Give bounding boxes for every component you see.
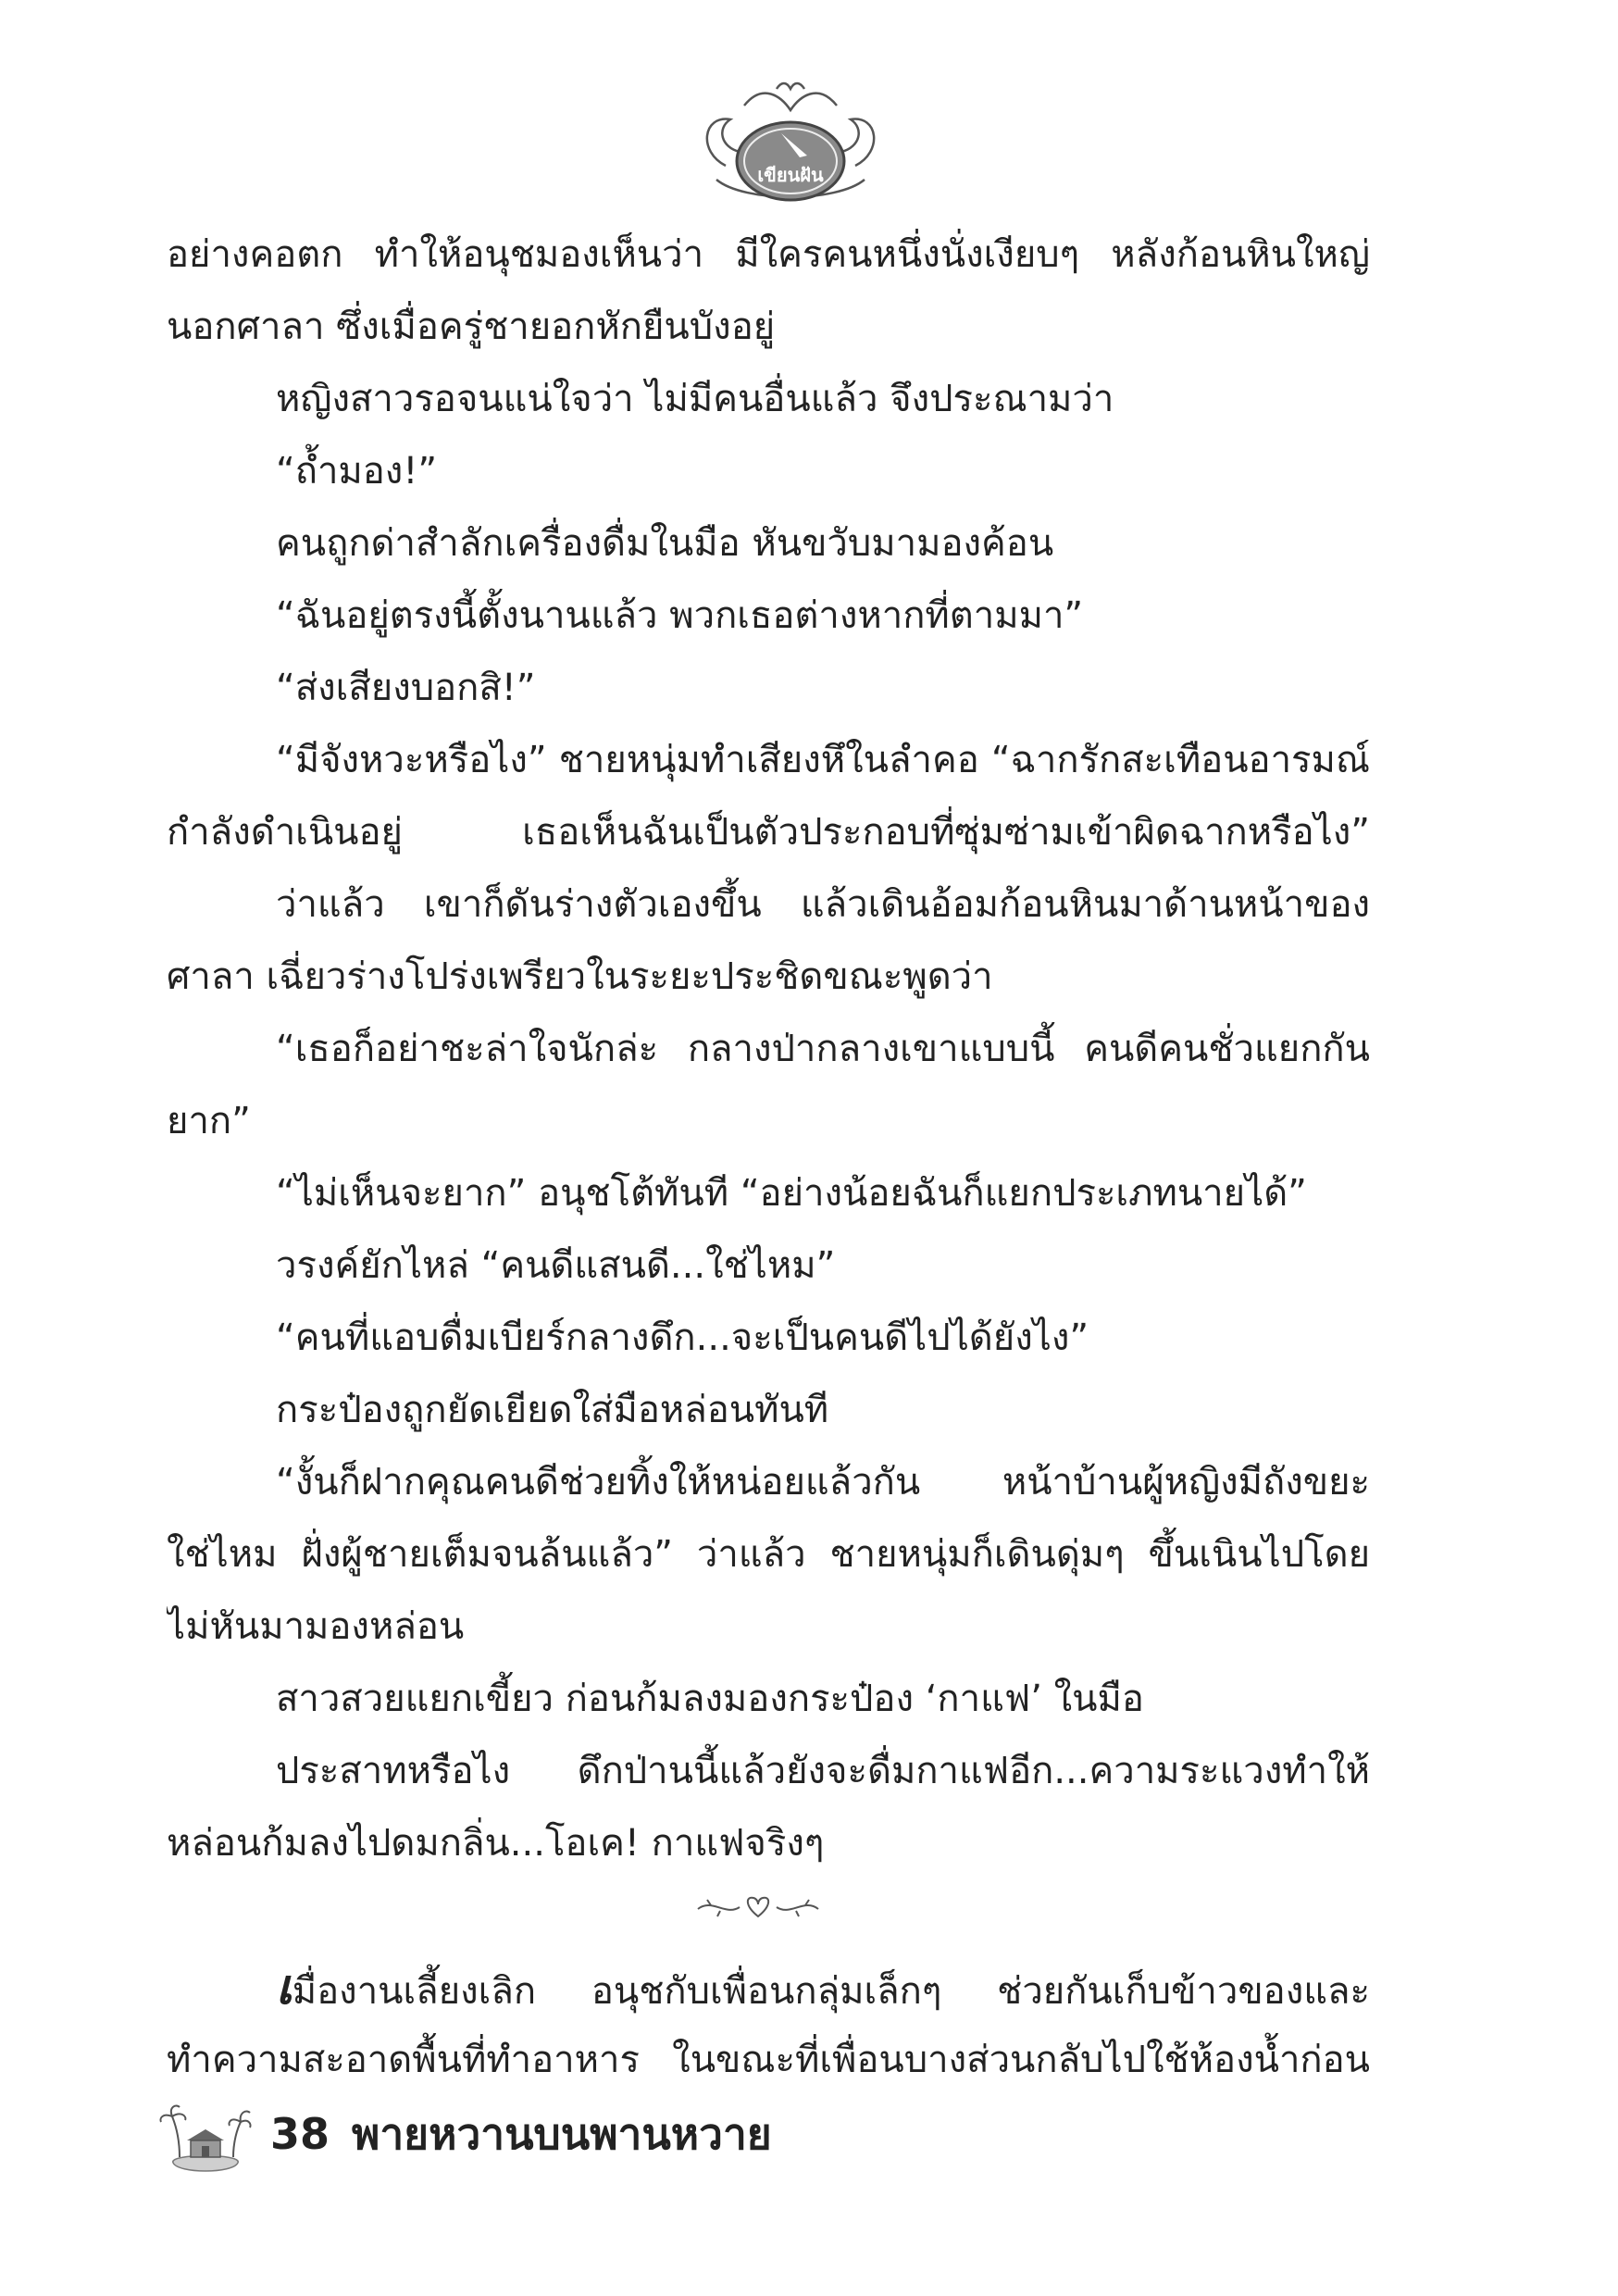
text-line: “คนที่แอบดื่มเบียร์กลางดึก...จะเป็นคนดีไปได้ยังไง”: [276, 1316, 1089, 1359]
island-house-icon: [159, 2098, 252, 2181]
text-line: คนถูกด่าสำลักเครื่องดื่มในมือ หันขวับมามองค้อน: [276, 522, 1054, 565]
text-line: ใช่ไหม ฝั่งผู้ชายเต็มจนล้นแล้ว” ว่าแล้ว ชายหนุ่มก็เดินดุ่มๆ ขึ้นเนินไปโดย: [167, 1533, 1370, 1576]
text-line: สาวสวยแยกเขี้ยว ก่อนก้มลงมองกระป๋อง ‘กาแฟ’ ในมือ: [276, 1678, 1144, 1720]
text-line: ยาก”: [167, 1100, 251, 1142]
drop-cap: เ: [276, 1960, 292, 2015]
text-line-rest: มื่องานเลี้ยงเลิก อนุชกับเพื่อนกลุ่มเล็กๆ ช่วยกันเก็บข้าวของและ: [292, 1970, 1370, 2013]
text-line: ประสาทหรือไง ดึกป่านนี้แล้วยังจะดื่มกาแฟอีก...ความระแวงทำให้: [276, 1750, 1370, 1792]
text-line: นอกศาลา ซึ่งเมื่อครู่ชายอกหักยืนบังอยู่: [167, 306, 776, 348]
text-line: “ส่งเสียงบอกสิ!”: [276, 667, 536, 709]
text-line: กำลังดำเนินอยู่ เธอเห็นฉันเป็นตัวประกอบที่ซุ่มซ่ามเข้าผิดฉากหรือไง”: [167, 811, 1370, 854]
text-line: [167, 1952, 1370, 2024]
text-line: หญิงสาวรอจนแน่ใจว่า ไม่มีคนอื่นแล้ว จึงประณามว่า: [276, 378, 1114, 420]
body-text: [167, 218, 1370, 1879]
page-number: 38: [270, 2109, 330, 2159]
publisher-logo: [689, 78, 892, 217]
text-line: “ไม่เห็นจะยาก” อนุชโต้ทันที “อย่างน้อยฉันก็แยกประเภทนายได้”: [276, 1172, 1307, 1215]
text-line: อย่างคอตก ทำให้อนุชมองเห็นว่า มีใครคนหนึ่งนั่งเงียบๆ หลังก้อนหินใหญ่: [167, 233, 1370, 276]
page-footer: [270, 2102, 794, 2166]
text-line: ไม่หันมามองหล่อน: [167, 1605, 465, 1648]
text-line: “เธอก็อย่าชะล่าใจนักล่ะ กลางป่ากลางเขาแบบนี้ คนดีคนชั่วแยกกัน: [276, 1028, 1370, 1070]
text-line: ว่าแล้ว เขาก็ดันร่างตัวเองขึ้น แล้วเดินอ้อมก้อนหินมาด้านหน้าของ: [276, 883, 1370, 926]
text-line: “ถ้ำมอง!”: [276, 450, 438, 493]
text-line: ทำความสะอาดพื้นที่ทำอาหาร ในขณะที่เพื่อนบางส่วนกลับไปใช้ห้องน้ำก่อน: [167, 2039, 1370, 2081]
book-title: พายหวานบนพานหวาย: [352, 2109, 772, 2159]
text-line: “ฉันอยู่ตรงนี้ตั้งนานแล้ว พวกเธอต่างหากที่ตามมา”: [276, 594, 1084, 637]
scene-break-ornament: [689, 1889, 828, 1926]
logo-text: เขียนฝัน: [757, 164, 824, 186]
text-line: กระป๋องถูกยัดเยียดใส่มือหล่อนทันที: [276, 1389, 829, 1431]
text-line: หล่อนก้มลงไปดมกลิ่น...โอเค! กาแฟจริงๆ: [167, 1822, 825, 1865]
text-line: “งั้นก็ฝากคุณคนดีช่วยทิ้งให้หน่อยแล้วกัน หน้าบ้านผู้หญิงมีถังขยะ: [276, 1461, 1370, 1504]
text-line: ศาลา เฉี่ยวร่างโปร่งเพรียวในระยะประชิดขณะพูดว่า: [167, 955, 993, 998]
text-line: วรงค์ยักไหล่ “คนดีแสนดี...ใช่ไหม”: [276, 1244, 836, 1287]
text-line: “มีจังหวะหรือไง” ชายหนุ่มทำเสียงหึในลำคอ “ฉากรักสะเทือนอารมณ์: [276, 739, 1370, 781]
section-two-text: [167, 1952, 1370, 2096]
